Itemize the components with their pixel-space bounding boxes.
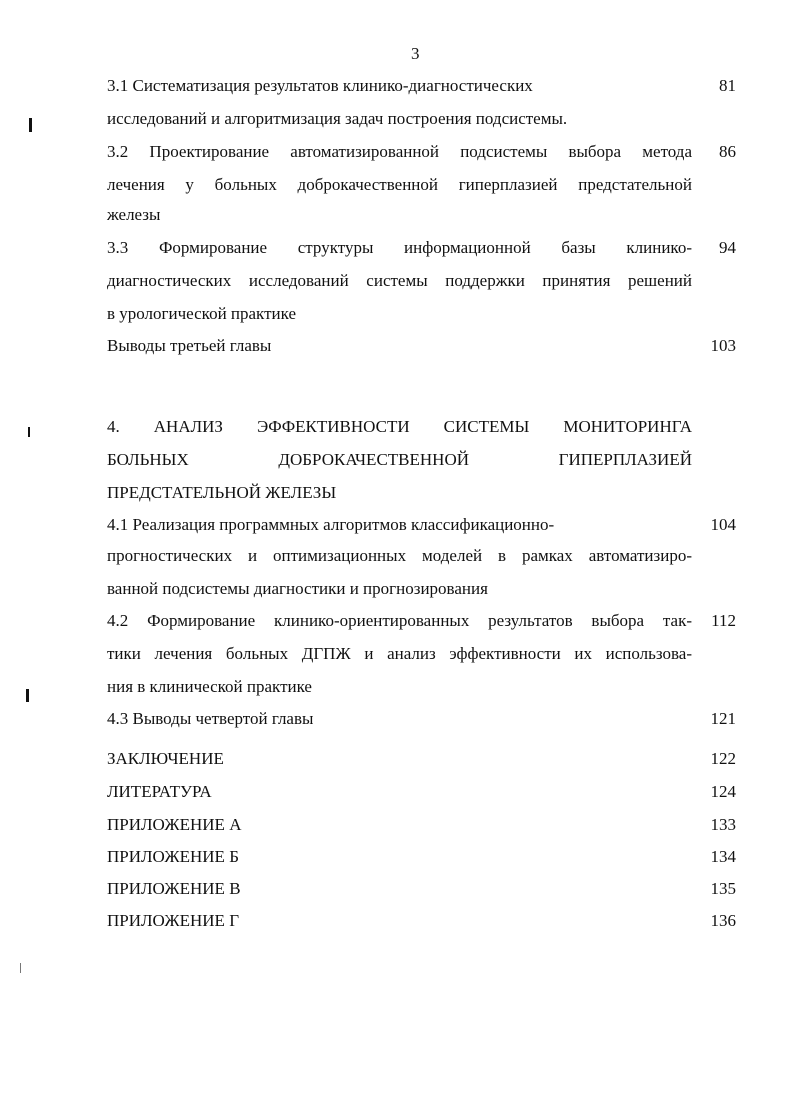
toc-entry-line: лечения у больных доброкачественной гиперплазией предстательной bbox=[107, 175, 692, 194]
toc-entry-line: Выводы третьей главы bbox=[107, 336, 272, 355]
scan-mark bbox=[28, 427, 30, 437]
toc-entry-line: 4.2 Формирование клинико-ориентированных результатов выбора так- bbox=[107, 611, 692, 630]
scan-mark bbox=[26, 689, 29, 702]
chapter-heading-line: БОЛЬНЫХ ДОБРОКАЧЕСТВЕННОЙ ГИПЕРПЛАЗИЕЙ bbox=[107, 450, 692, 469]
toc-entry-page: 122 bbox=[710, 749, 736, 768]
toc-entry-page: 103 bbox=[710, 336, 736, 355]
toc-entry-line: ЗАКЛЮЧЕНИЕ bbox=[107, 749, 224, 768]
chapter-heading-line: ПРЕДСТАТЕЛЬНОЙ ЖЕЛЕЗЫ bbox=[107, 483, 337, 502]
toc-entry-line: 3.3 Формирование структуры информационной базы клинико- bbox=[107, 238, 692, 257]
toc-entry-line: ПРИЛОЖЕНИЕ Б bbox=[107, 847, 239, 866]
toc-entry-page: 94 bbox=[719, 238, 736, 257]
scan-mark bbox=[20, 963, 21, 973]
toc-entry-line: тики лечения больных ДГПЖ и анализ эффективности их использова- bbox=[107, 644, 692, 663]
toc-entry-page: 81 bbox=[719, 76, 736, 95]
toc-entry-page: 134 bbox=[710, 847, 736, 866]
toc-entry-line: в урологической практике bbox=[107, 304, 297, 323]
toc-entry-line: исследований и алгоритмизация задач построения подсистемы. bbox=[107, 109, 568, 128]
toc-entry-line: ПРИЛОЖЕНИЕ Г bbox=[107, 911, 240, 930]
toc-entry-page: 124 bbox=[710, 782, 736, 801]
toc-entry-page: 133 bbox=[710, 815, 736, 834]
toc-entry-line: ЛИТЕРАТУРА bbox=[107, 782, 212, 801]
toc-entry-line: 4.1 Реализация программных алгоритмов классификационно- bbox=[107, 515, 555, 534]
toc-entry-line: ния в клинической практике bbox=[107, 677, 312, 696]
toc-entry-line: ванной подсистемы диагностики и прогнозирования bbox=[107, 579, 488, 598]
toc-entry-line: диагностических исследований системы поддержки принятия решений bbox=[107, 271, 692, 290]
scan-mark bbox=[29, 118, 32, 132]
toc-entry-line: ПРИЛОЖЕНИЕ А bbox=[107, 815, 242, 834]
toc-entry-page: 135 bbox=[710, 879, 736, 898]
page-number: 3 bbox=[411, 44, 420, 63]
toc-entry-line: железы bbox=[107, 205, 161, 224]
toc-entry-line: 3.1 Систематизация результатов клинико-диагностических bbox=[107, 76, 533, 95]
toc-entry-page: 86 bbox=[719, 142, 736, 161]
chapter-heading-line: 4. АНАЛИЗ ЭФФЕКТИВНОСТИ СИСТЕМЫ МОНИТОРИНГА bbox=[107, 417, 692, 436]
toc-entry-line: 4.3 Выводы четвертой главы bbox=[107, 709, 314, 728]
toc-entry-page: 121 bbox=[710, 709, 736, 728]
toc-entry-line: ПРИЛОЖЕНИЕ В bbox=[107, 879, 241, 898]
toc-entry-page: 112 bbox=[711, 611, 736, 630]
toc-entry-page: 104 bbox=[710, 515, 736, 534]
toc-entry-page: 136 bbox=[710, 911, 736, 930]
toc-entry-line: прогностических и оптимизационных моделей в рамках автоматизиро- bbox=[107, 546, 692, 565]
toc-entry-line: 3.2 Проектирование автоматизированной подсистемы выбора метода bbox=[107, 142, 692, 161]
